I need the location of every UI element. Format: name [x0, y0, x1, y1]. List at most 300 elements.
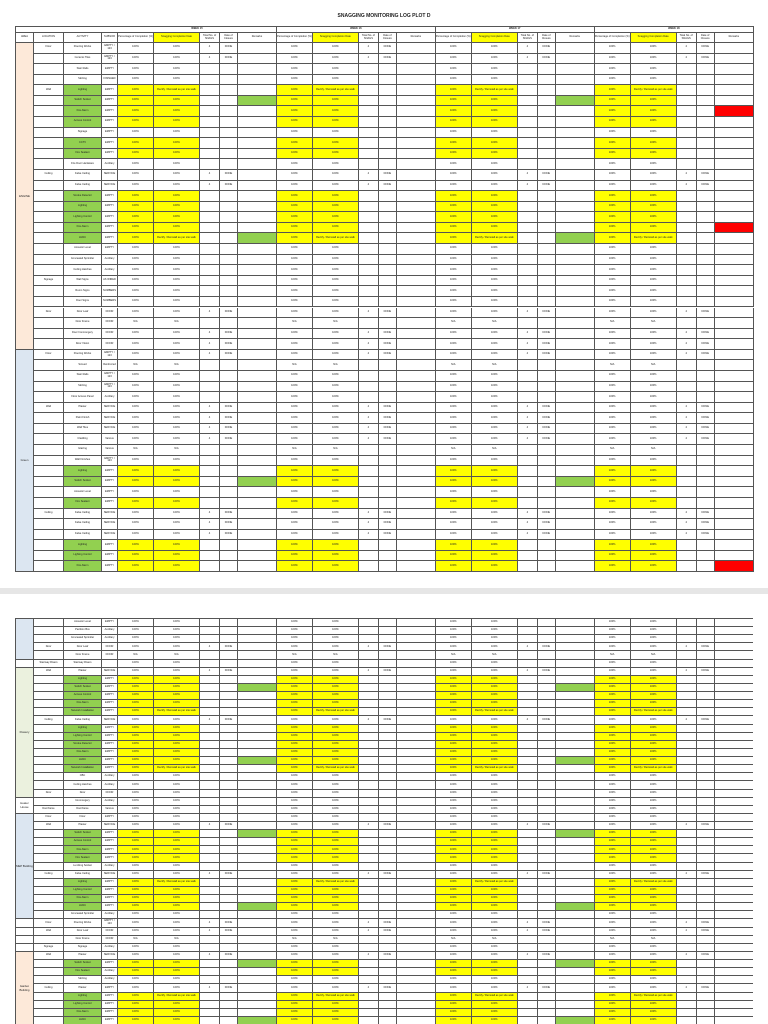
completion-cell: 100% — [436, 202, 472, 212]
snag-count-cell — [677, 830, 697, 837]
closure-date-cell — [220, 936, 238, 943]
subsor-cell: EMPTY — [102, 233, 118, 243]
remarks-cell — [556, 887, 595, 894]
snag-count-cell: 4 — [677, 170, 697, 180]
table-row — [16, 668, 753, 676]
closure-date-cell — [538, 297, 556, 307]
completion-cell: 100% — [436, 456, 472, 466]
completion-cell: 100% — [118, 757, 154, 764]
column-header: Snagging Completion Date — [631, 33, 677, 42]
closure-date-cell — [538, 903, 556, 910]
closure-date-cell: DONE — [697, 643, 715, 650]
remarks-cell — [238, 838, 277, 845]
remarks-cell — [397, 993, 436, 1000]
snag-date-cell: 100% — [313, 627, 359, 634]
activity-cell: False Ceiling — [64, 509, 102, 519]
table-row — [16, 830, 753, 838]
closure-date-cell — [697, 765, 715, 772]
snag-count-cell — [677, 456, 697, 466]
remarks-cell — [715, 96, 754, 106]
snag-date-cell: 100% — [154, 790, 200, 797]
snag-count-cell — [200, 895, 220, 902]
remarks-cell — [397, 651, 436, 658]
completion-cell: 100% — [118, 382, 154, 392]
snag-count-cell — [200, 911, 220, 918]
snag-date-cell: 100% — [313, 643, 359, 650]
location-cell — [34, 684, 64, 691]
closure-date-cell — [538, 725, 556, 732]
completion-cell: 100% — [118, 854, 154, 861]
completion-cell: 100% — [595, 191, 631, 201]
subsor-cell: EMPTY / 123 — [102, 382, 118, 392]
closure-date-cell — [220, 887, 238, 894]
completion-cell: 100% — [436, 822, 472, 829]
closure-date-cell — [220, 968, 238, 975]
remarks-cell — [397, 445, 436, 455]
completion-cell: 100% — [436, 551, 472, 561]
snag-date-cell: 100% — [313, 466, 359, 476]
closure-date-cell — [697, 223, 715, 233]
snag-date-cell: 100% — [472, 854, 518, 861]
closure-date-cell: DONE — [220, 871, 238, 878]
snag-count-cell — [200, 159, 220, 169]
snag-count-cell: 4 — [200, 519, 220, 529]
remarks-cell — [397, 64, 436, 74]
remarks-cell — [397, 619, 436, 626]
remarks-cell — [715, 765, 753, 772]
activity-cell: Skirting — [64, 976, 102, 983]
completion-cell: 100% — [118, 530, 154, 540]
completion-cell: 100% — [277, 159, 313, 169]
snag-date-cell: 100% — [472, 382, 518, 392]
snag-count-cell — [677, 757, 697, 764]
remarks-cell — [238, 392, 277, 402]
subsor-cell: EMPTY — [102, 138, 118, 148]
snag-count-cell — [359, 202, 379, 212]
remarks-cell — [715, 244, 754, 254]
location-cell — [34, 830, 64, 837]
snag-count-cell — [359, 911, 379, 918]
closure-date-cell — [220, 212, 238, 222]
remarks-cell — [238, 781, 277, 788]
completion-cell: 100% — [436, 371, 472, 381]
remarks-cell — [715, 660, 753, 667]
snag-date-cell: 100% — [631, 191, 677, 201]
location-cell: Floor — [34, 43, 64, 53]
subsor-cell: Ancillary — [102, 863, 118, 870]
snag-date-cell: 100% — [154, 716, 200, 723]
completion-cell: 100% — [118, 477, 154, 487]
snag-count-cell — [677, 244, 697, 254]
remarks-cell — [397, 318, 436, 328]
snag-count-cell — [677, 498, 697, 508]
closure-date-cell — [379, 445, 397, 455]
remarks-cell — [238, 993, 277, 1000]
closure-date-cell — [379, 830, 397, 837]
table-row — [16, 308, 754, 319]
location-cell — [34, 863, 64, 870]
remarks-cell — [397, 871, 436, 878]
closure-date-cell — [379, 561, 397, 571]
snag-count-cell: 4 — [518, 952, 538, 959]
snag-count-cell: 4 — [677, 716, 697, 723]
snag-count-cell — [518, 477, 538, 487]
table-row — [16, 700, 753, 708]
table-row — [16, 806, 753, 814]
snag-count-cell — [359, 466, 379, 476]
completion-cell: 100% — [436, 984, 472, 991]
snag-count-cell: 4 — [359, 919, 379, 926]
snag-count-cell — [518, 138, 538, 148]
location-cell: Ceiling — [34, 716, 64, 723]
snag-date-cell: 100% — [631, 700, 677, 707]
remarks-cell — [238, 487, 277, 497]
snag-count-cell: 4 — [677, 403, 697, 413]
closure-date-cell: DONE — [538, 181, 556, 191]
remarks-cell — [715, 561, 754, 571]
completion-cell: 100% — [277, 456, 313, 466]
snag-count-cell: 4 — [677, 509, 697, 519]
snag-date-cell: 100% — [472, 895, 518, 902]
column-header: Percentage of Completion (%) — [436, 33, 472, 42]
closure-date-cell — [538, 191, 556, 201]
remarks-cell — [556, 265, 595, 275]
snag-count-cell — [677, 887, 697, 894]
closure-date-cell — [538, 749, 556, 756]
remarks-cell — [556, 138, 595, 148]
table-row — [16, 911, 753, 919]
snag-count-cell — [359, 85, 379, 95]
activity-cell: Concealed Sprinkler — [64, 911, 102, 918]
subsor-cell: DOOR — [102, 308, 118, 318]
remarks-cell — [715, 159, 754, 169]
snag-date-cell: N/A — [154, 360, 200, 370]
remarks-cell — [397, 181, 436, 191]
snag-count-cell: 4 — [359, 952, 379, 959]
completion-cell: 100% — [595, 757, 631, 764]
snag-count-cell — [200, 64, 220, 74]
snag-count-cell — [200, 382, 220, 392]
snag-count-cell — [518, 149, 538, 159]
snag-count-cell — [200, 85, 220, 95]
snag-date-cell: 100% — [472, 928, 518, 935]
subsor-cell: Ancillary — [102, 773, 118, 780]
subsor-cell: EMPTY — [102, 895, 118, 902]
location-cell — [34, 434, 64, 444]
snag-date-cell: 100% — [313, 822, 359, 829]
closure-date-cell: DONE — [697, 716, 715, 723]
closure-date-cell — [379, 651, 397, 658]
snag-date-cell: 100% — [472, 781, 518, 788]
subsor-cell: EMPTY — [102, 676, 118, 683]
activity-cell: Lighting Control — [64, 551, 102, 561]
snag-date-cell: 100% — [472, 350, 518, 360]
completion-cell: 100% — [436, 117, 472, 127]
remarks-cell — [397, 371, 436, 381]
column-header: Percentage of Completion (%) — [277, 33, 313, 42]
remarks-cell — [715, 318, 754, 328]
completion-cell: 100% — [595, 371, 631, 381]
snag-count-cell — [359, 561, 379, 571]
snag-count-cell: 4 — [359, 928, 379, 935]
completion-cell: 100% — [277, 128, 313, 138]
completion-cell: 100% — [277, 519, 313, 529]
completion-cell: 100% — [277, 919, 313, 926]
remarks-cell — [397, 106, 436, 116]
closure-date-cell — [697, 1009, 715, 1016]
remarks-cell — [556, 456, 595, 466]
snag-date-cell: 100% — [154, 1017, 200, 1024]
remarks-cell — [238, 879, 277, 886]
closure-date-cell — [538, 265, 556, 275]
remarks-cell — [556, 509, 595, 519]
snag-date-cell: 100% — [472, 170, 518, 180]
snag-date-cell: 100% — [313, 487, 359, 497]
remarks-cell — [556, 561, 595, 571]
closure-date-cell — [697, 684, 715, 691]
closure-date-cell — [538, 276, 556, 286]
subsor-cell: EMPTY — [102, 700, 118, 707]
snag-count-cell — [200, 138, 220, 148]
remarks-cell — [238, 1001, 277, 1008]
snag-count-cell: 4 — [359, 329, 379, 339]
snag-date-cell: 100% — [154, 159, 200, 169]
snag-count-cell — [677, 790, 697, 797]
closure-date-cell: DONE — [538, 339, 556, 349]
remarks-cell — [715, 838, 753, 845]
remarks-cell — [397, 1009, 436, 1016]
closure-date-cell — [697, 117, 715, 127]
snag-count-cell: 4 — [200, 350, 220, 360]
snag-date-cell: 100% — [472, 329, 518, 339]
table-row — [16, 976, 753, 984]
snag-date-cell: 100% — [472, 838, 518, 845]
snag-count-cell: 4 — [359, 716, 379, 723]
snag-count-cell: 4 — [200, 339, 220, 349]
snag-count-cell: 4 — [518, 434, 538, 444]
snag-count-cell — [677, 265, 697, 275]
closure-date-cell — [220, 64, 238, 74]
closure-date-cell — [697, 976, 715, 983]
snag-count-cell — [200, 75, 220, 85]
snag-date-cell: 100% — [631, 668, 677, 675]
snag-count-cell — [518, 887, 538, 894]
snag-date-cell: 100% — [313, 798, 359, 805]
closure-date-cell — [220, 627, 238, 634]
closure-date-cell — [697, 749, 715, 756]
snag-count-cell — [359, 684, 379, 691]
completion-cell: 100% — [118, 498, 154, 508]
closure-date-cell — [697, 814, 715, 821]
remarks-cell — [397, 43, 436, 53]
closure-date-cell: DONE — [379, 984, 397, 991]
snag-date-cell: N/A — [472, 445, 518, 455]
snag-date-cell: 100% — [154, 202, 200, 212]
remarks-cell — [397, 138, 436, 148]
subsor-cell: Various — [102, 445, 118, 455]
snag-count-cell — [359, 798, 379, 805]
closure-date-cell: DONE — [697, 424, 715, 434]
snag-count-cell — [677, 944, 697, 951]
snag-date-cell: N/A — [631, 936, 677, 943]
closure-date-cell — [220, 635, 238, 642]
remarks-cell — [238, 814, 277, 821]
table-row — [16, 725, 753, 733]
completion-cell: 100% — [595, 700, 631, 707]
closure-date-cell — [538, 392, 556, 402]
subsor-cell: EMPTY — [102, 960, 118, 967]
closure-date-cell — [220, 838, 238, 845]
completion-cell: 100% — [595, 846, 631, 853]
activity-cell: Concealed Sprinkler — [64, 255, 102, 265]
table-row — [16, 684, 753, 692]
snag-date-cell: 100% — [631, 212, 677, 222]
activity-cell: HVAC — [64, 757, 102, 764]
snag-count-cell — [518, 814, 538, 821]
snag-date-cell: 100% — [631, 106, 677, 116]
location-cell — [34, 233, 64, 243]
closure-date-cell — [220, 676, 238, 683]
completion-cell: 100% — [118, 976, 154, 983]
snag-date-cell: 100% — [631, 54, 677, 64]
snag-date-cell: 100% — [631, 887, 677, 894]
activity-cell: Door Frame — [64, 936, 102, 943]
remarks-cell — [715, 64, 754, 74]
snag-date-cell: 100% — [631, 75, 677, 85]
table-row — [16, 413, 754, 424]
subsor-cell: Ancillary — [102, 798, 118, 805]
snag-date-cell: 100% — [313, 286, 359, 296]
location-cell — [34, 725, 64, 732]
remarks-cell — [397, 456, 436, 466]
snag-date-cell: 100% — [313, 54, 359, 64]
closure-date-cell — [379, 708, 397, 715]
snag-count-cell: 4 — [200, 822, 220, 829]
closure-date-cell — [697, 960, 715, 967]
closure-date-cell — [379, 684, 397, 691]
remarks-cell — [397, 308, 436, 318]
snag-date-cell: 100% — [313, 684, 359, 691]
snag-count-cell — [677, 863, 697, 870]
snag-count-cell — [200, 487, 220, 497]
closure-date-cell — [220, 733, 238, 740]
remarks-cell — [397, 846, 436, 853]
snag-count-cell — [200, 854, 220, 861]
activity-cell: False Ceiling — [64, 170, 102, 180]
closure-date-cell — [697, 561, 715, 571]
snag-count-cell: 4 — [518, 716, 538, 723]
snag-count-cell: 4 — [677, 43, 697, 53]
remarks-cell — [397, 781, 436, 788]
completion-cell: 100% — [595, 871, 631, 878]
snag-date-cell: 100% — [154, 466, 200, 476]
completion-cell: 100% — [595, 968, 631, 975]
remarks-cell — [715, 212, 754, 222]
subsor-cell: EMPTY / 123 — [102, 371, 118, 381]
completion-cell: 100% — [118, 944, 154, 951]
snag-date-cell: 100% — [313, 561, 359, 571]
snag-count-cell — [518, 1009, 538, 1016]
remarks-cell — [715, 519, 754, 529]
remarks-cell — [715, 202, 754, 212]
snag-date-cell: Rectify / Reinstall as per site walk — [631, 708, 677, 715]
closure-date-cell — [220, 741, 238, 748]
remarks-cell — [397, 403, 436, 413]
snag-count-cell — [677, 233, 697, 243]
snag-count-cell: 4 — [200, 329, 220, 339]
snag-count-cell: 4 — [677, 339, 697, 349]
completion-cell: 100% — [595, 54, 631, 64]
snag-date-cell: Rectify / Reinstall as per site walk — [631, 233, 677, 243]
snag-date-cell: N/A — [631, 445, 677, 455]
remarks-cell — [556, 191, 595, 201]
completion-cell: 100% — [118, 871, 154, 878]
snag-date-cell: 100% — [631, 903, 677, 910]
completion-cell: 100% — [436, 660, 472, 667]
snag-count-cell — [359, 191, 379, 201]
snag-count-cell — [677, 806, 697, 813]
activity-cell: Acoustic Level — [64, 244, 102, 254]
closure-date-cell: DONE — [379, 822, 397, 829]
snag-date-cell: 100% — [472, 863, 518, 870]
snag-date-cell: 100% — [631, 43, 677, 53]
snag-count-cell — [359, 106, 379, 116]
completion-cell: N/A — [277, 360, 313, 370]
snag-date-cell: 100% — [631, 1009, 677, 1016]
snag-count-cell — [200, 202, 220, 212]
remarks-cell — [556, 466, 595, 476]
remarks-cell — [397, 329, 436, 339]
completion-cell: 100% — [436, 540, 472, 550]
completion-cell: 100% — [277, 960, 313, 967]
completion-cell: 100% — [277, 887, 313, 894]
snag-date-cell: 100% — [472, 487, 518, 497]
closure-date-cell — [379, 781, 397, 788]
completion-cell: 100% — [595, 879, 631, 886]
location-cell — [34, 692, 64, 699]
snag-count-cell — [518, 85, 538, 95]
snag-date-cell: 100% — [472, 725, 518, 732]
remarks-cell — [238, 627, 277, 634]
closure-date-cell — [220, 382, 238, 392]
completion-cell: 100% — [118, 54, 154, 64]
closure-date-cell — [538, 660, 556, 667]
snag-date-cell: 100% — [313, 928, 359, 935]
closure-date-cell: DONE — [220, 643, 238, 650]
subsor-cell: EMPTY — [102, 887, 118, 894]
closure-date-cell: DONE — [697, 928, 715, 935]
snag-date-cell: 100% — [154, 660, 200, 667]
snag-count-cell — [518, 684, 538, 691]
completion-cell: 100% — [277, 223, 313, 233]
activity-cell: Lighting — [64, 466, 102, 476]
remarks-cell — [556, 117, 595, 127]
remarks-cell — [556, 928, 595, 935]
completion-cell: 100% — [436, 255, 472, 265]
completion-cell: 100% — [277, 822, 313, 829]
completion-cell: 100% — [436, 814, 472, 821]
closure-date-cell: DONE — [379, 871, 397, 878]
closure-date-cell — [379, 371, 397, 381]
completion-cell: 100% — [118, 960, 154, 967]
completion-cell: 100% — [595, 75, 631, 85]
closure-date-cell — [538, 477, 556, 487]
remarks-cell — [397, 286, 436, 296]
completion-cell: 100% — [436, 741, 472, 748]
snag-count-cell — [200, 466, 220, 476]
subsor-cell: Reinforced — [102, 360, 118, 370]
snag-date-cell: 100% — [472, 911, 518, 918]
